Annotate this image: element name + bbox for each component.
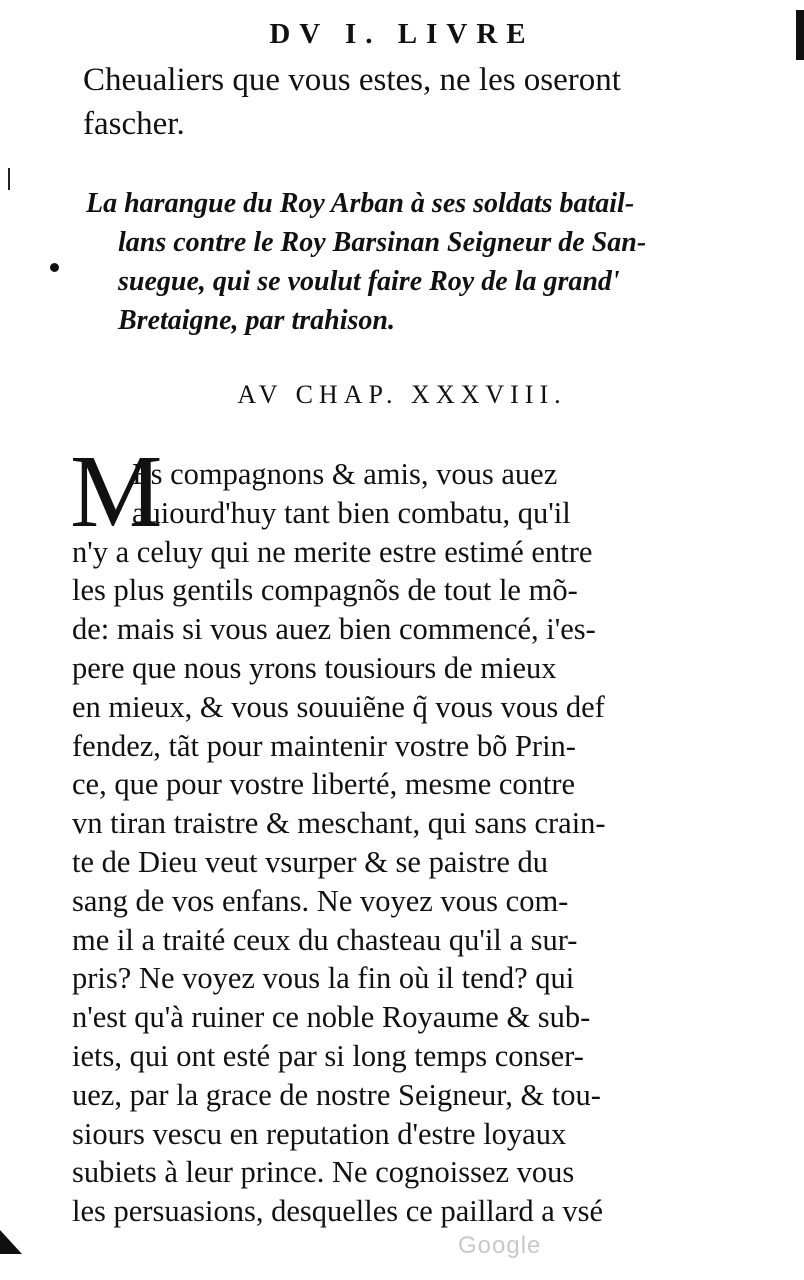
body-line: uez, par la grace de nostre Seigneur, & tou- — [72, 1077, 601, 1112]
intro-line: Cheualiers que vous estes, ne les oseront — [83, 62, 621, 98]
body-line: n'est qu'à ruiner ce noble Royaume & sub- — [72, 1000, 591, 1035]
corner-fold-mark — [0, 1230, 22, 1254]
body-line: Es compagnons & amis, vous auez — [132, 457, 558, 491]
body-line: auiourd'huy tant bien combatu, qu'il — [132, 495, 571, 530]
body-line: les persuasions, desquelles ce paillard a vsé — [72, 1194, 604, 1229]
summary-line: La harangue du Roy Arban à ses soldats batail- — [86, 188, 635, 219]
margin-bullet-mark — [50, 263, 59, 272]
body-line: en mieux, & vous souuiẽne q̃ vous vous def — [72, 689, 605, 724]
body-paragraph — [72, 455, 732, 1231]
body-line: me il a traité ceux du chasteau qu'il a sur- — [72, 922, 578, 957]
chapter-heading: AV CHAP. XXXVIII. — [237, 380, 567, 409]
intro-line: fascher. — [83, 106, 185, 142]
body-line: pere que nous yrons tousiours de mieux — [72, 650, 557, 685]
body-line: pris? Ne voyez vous la fin où il tend? qui — [72, 961, 575, 996]
body-line: te de Dieu veut vsurper & se paistre du — [72, 844, 548, 879]
body-line: vn tiran traistre & meschant, qui sans crain- — [72, 806, 606, 841]
intro-paragraph — [83, 58, 743, 146]
summary-line: Bretaigne, par trahison. — [118, 305, 395, 336]
body-line: n'y a celuy qui ne merite estre estimé entre — [72, 534, 593, 569]
chapter-summary — [86, 184, 746, 340]
drop-cap: M — [70, 434, 163, 549]
body-line: subiets à leur prince. Ne cognoissez vous — [72, 1155, 575, 1190]
summary-line: lans contre le Roy Barsinan Seigneur de San- — [118, 227, 647, 258]
body-line: sang de vos enfans. Ne voyez vous com- — [72, 883, 569, 918]
summary-line: suegue, qui se voulut faire Roy de la grand' — [118, 266, 620, 297]
body-line: iets, qui ont esté par si long temps conser- — [72, 1038, 584, 1073]
body-line: de: mais si vous auez bien commencé, i'es- — [72, 612, 596, 647]
margin-tick-mark — [8, 168, 10, 190]
body-line: siours vescu en reputation d'estre loyaux — [72, 1116, 567, 1151]
body-line: ce, que pour vostre liberté, mesme contre — [72, 767, 576, 802]
running-head: DV I. LIVRE — [269, 18, 535, 50]
body-line: les plus gentils compagnõs de tout le mõ- — [72, 573, 578, 608]
watermark: Google — [458, 1232, 542, 1259]
body-line: fendez, tãt pour maintenir vostre bõ Prin- — [72, 728, 576, 763]
